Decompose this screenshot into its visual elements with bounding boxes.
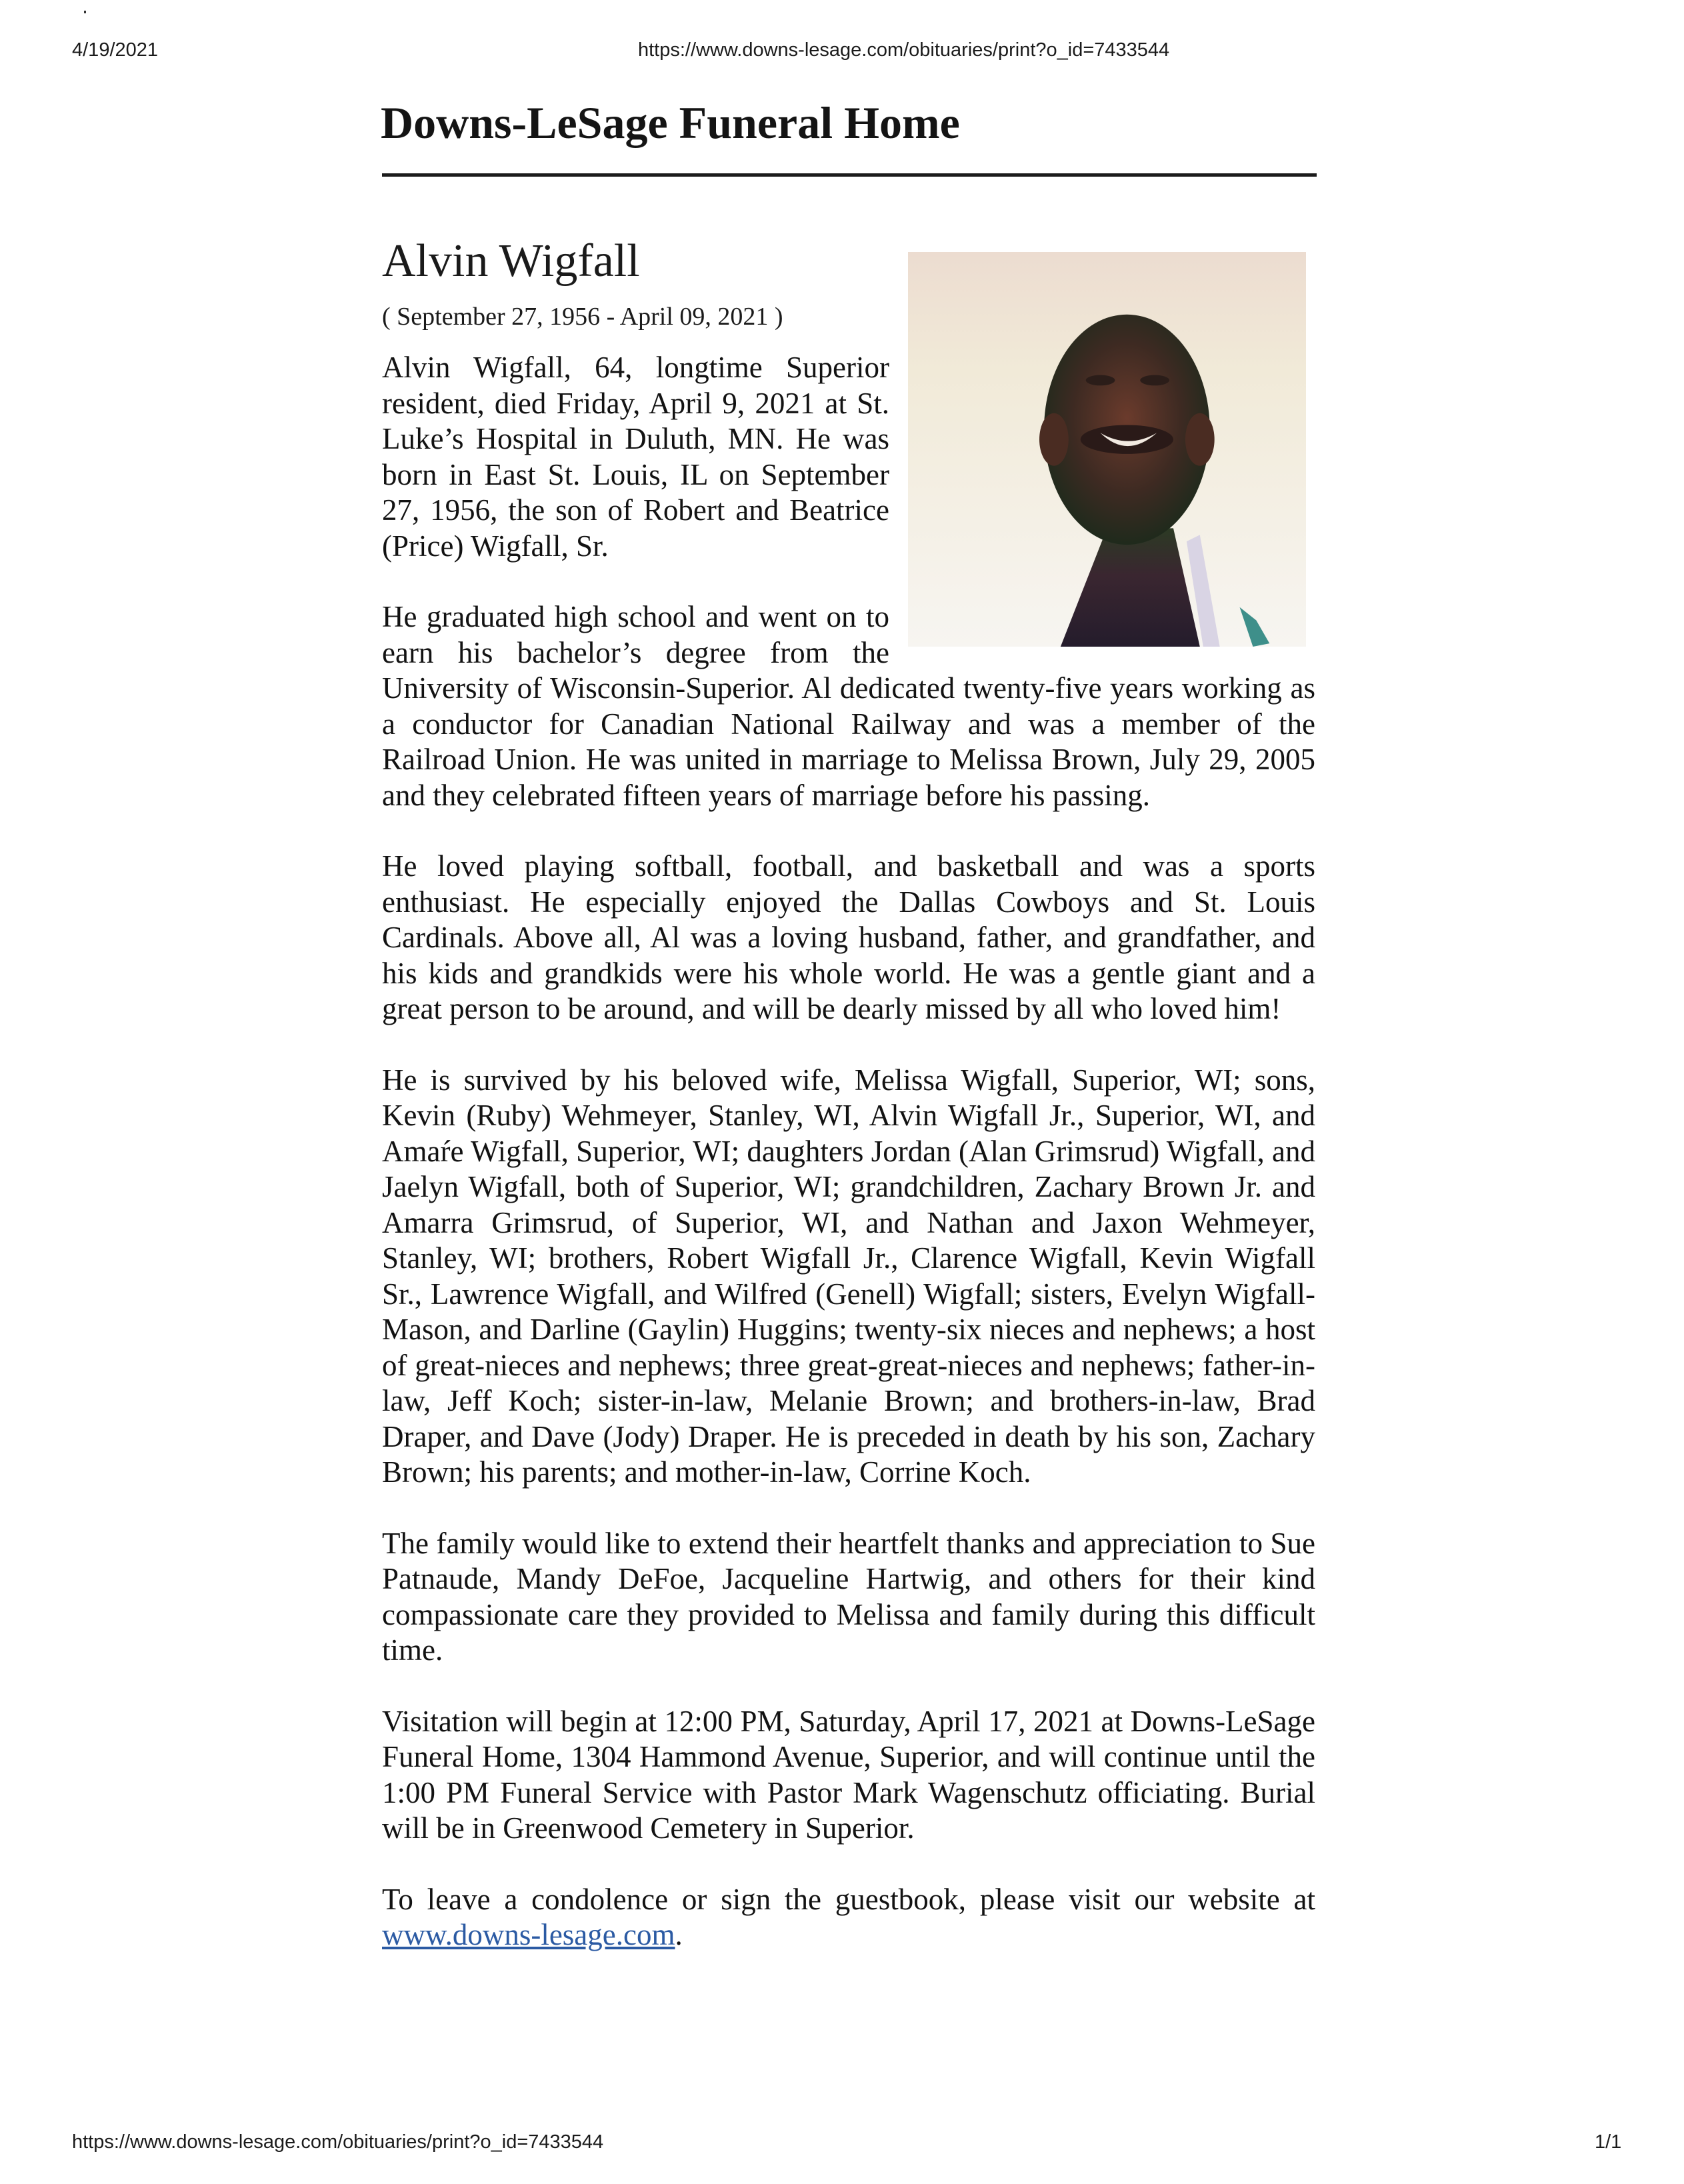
life-dates: ( September 27, 1956 - April 09, 2021 ) (382, 303, 783, 331)
closing-period: . (675, 1918, 683, 1951)
survivors-paragraph: He is survived by his beloved wife, Melissa Wigfall, Superior, WI; sons, Kevin (Ruby) Wehmeyer, Stanley, WI, Alvin Wigfall Jr., Superior, WI, and Amaŕe Wigfall, Superior, WI; daughters Jordan (Alan Grimsrud) Wigfall, and Jaelyn Wigfall, both of Superior, WI; grandchildren, Zachary Brown Jr. and Amarra Grimsrud, of Superior, WI, and Nathan and Jaxon Wehmeyer, Stanley, WI; brothers, Robert Wigfall Jr., Clarence Wigfall, Kevin Wigfall Sr., Lawrence Wigfall, and Wilfred (Genell) Wigfall; sisters, Evelyn Wigfall-Mason, and Darline (Gaylin) Huggins; twenty-six nieces and nephews; a host of great-nieces and nephews; three great-great-nieces and nephews; father-in-law, Jeff Koch; sister-in-law, Melanie Brown; and brothers-in-law, Brad Draper, and Dave (Jody) Draper. He is preceded in death by his son, Zachary Brown; his parents; and mother-in-law, Corrine Koch. (382, 1063, 1315, 1489)
obituary-content (382, 235, 1315, 1953)
site-title: Downs-LeSage Funeral Home (381, 97, 960, 148)
obituary-paragraph: He loved playing softball, football, and basketball and was a sports enthusiast. He especially enjoyed the Dallas Cowboys and St. Louis Cardinals. Above all, Al was a loving husband, father, and grandfather, and his kids and grandkids were his whole world. He was a gentle giant and a great person to be around, and will be dearly missed by all who loved him! (382, 849, 1315, 1025)
scan-speck (84, 11, 86, 13)
condolence-text: To leave a condolence or sign the guestbook, please visit our website at (382, 1882, 1315, 1916)
deceased-name: Alvin Wigfall (382, 235, 640, 287)
print-footer-page-number: 1/1 (1595, 2131, 1622, 2153)
print-header-url: https://www.downs-lesage.com/obituaries/print?o_id=7433544 (638, 39, 1170, 61)
title-divider (382, 173, 1317, 177)
condolence-paragraph (382, 1882, 1315, 1953)
services-paragraph: Visitation will begin at 12:00 PM, Saturday, April 17, 2021 at Downs-LeSage Funeral Home, 1304 Hammond Avenue, Superior, and will continue until the 1:00 PM Funeral Service with Pastor Mark Wagenschutz officiating. Burial will be in Greenwood Cemetery in Superior. (382, 1704, 1315, 1845)
obituary-paragraph: Alvin Wigfall, 64, longtime Superior resident, died Friday, April 9, 2021 at St. Luke’s Hospital in Duluth, MN. He was born in East St. Louis, IL on September 27, 1956, the son of Robert and Beatrice (Price) Wigfall, Sr. (382, 351, 889, 563)
obituary-paragraph: He graduated high school and went on to earn his bachelor’s degree from the University of Wisconsin-Superior. Al dedicated twenty-five years working as a conductor for Canadian National Railway and was a member of the Railroad Union. He was united in marriage to Melissa Brown, July 29, 2005 and they celebrated fifteen years of marriage before his passing. (382, 600, 1315, 812)
thanks-paragraph: The family would like to extend their heartfelt thanks and appreciation to Sue Patnaude, Mandy DeFoe, Jacqueline Hartwig, and others for their kind compassionate care they provided to Melissa and family during this difficult time. (382, 1526, 1315, 1667)
print-footer-url: https://www.downs-lesage.com/obituaries/print?o_id=7433544 (72, 2131, 604, 2153)
portrait-photo (908, 252, 1306, 647)
print-header-date: 4/19/2021 (72, 39, 159, 61)
portrait-illustration (908, 252, 1306, 647)
website-link[interactable]: www.downs-lesage.com (382, 1918, 675, 1951)
